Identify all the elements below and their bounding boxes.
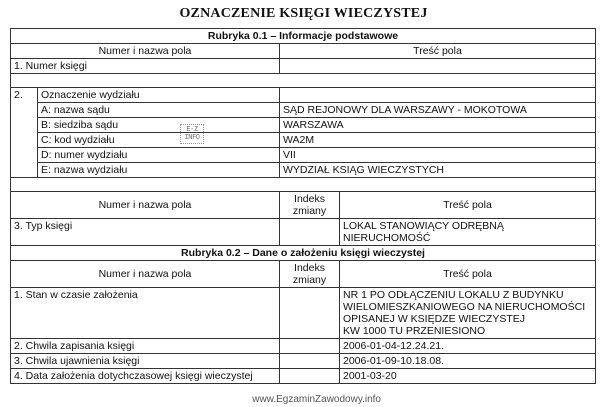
- disclosure-time-index: [280, 354, 340, 368]
- row-founding-date: [10, 368, 596, 384]
- department-value: [280, 88, 596, 102]
- initial-state-line: WIELOMIESZKANIOWEGO NA NIERUCHOMOŚCI: [343, 301, 586, 313]
- department-number-value: VII: [280, 147, 596, 162]
- col-content-header: Treść pola: [340, 192, 596, 218]
- initial-state-label: 1. Stan w czasie założenia: [10, 288, 280, 338]
- section2-column-header: [10, 260, 596, 287]
- department-subrow: [10, 117, 596, 132]
- section1-column-header: [10, 43, 596, 58]
- department-subrow: [10, 132, 596, 147]
- section1-heading: Rubryka 0.1 – Informacje podstawowe: [10, 29, 596, 43]
- col-field-header: Numer i nazwa pola: [10, 192, 280, 218]
- ledger-table: [10, 28, 596, 384]
- spacer-row: [10, 73, 596, 87]
- ez-info-stamp-logo: E-Z INFO: [180, 124, 204, 144]
- initial-state-line: NR 1 PO ODŁĄCZENIU LOKALU Z BUDYNKU: [343, 289, 564, 301]
- section2-heading-row: [10, 245, 596, 260]
- row-record-time: [10, 338, 596, 353]
- section2-heading: Rubryka 0.2 – Dane o założeniu księgi wieczystej: [10, 246, 596, 260]
- initial-state-index: [280, 288, 340, 338]
- row-ledger-number: [10, 58, 596, 73]
- ledger-number-value: [280, 59, 596, 73]
- record-time-label: 2. Chwila zapisania księgi: [10, 339, 280, 353]
- col-field-header: Numer i nazwa pola: [10, 44, 280, 58]
- row-disclosure-time: [10, 353, 596, 368]
- record-time-value: 2006-01-04-12.24.21.: [340, 339, 596, 353]
- section1-heading-row: [10, 28, 596, 43]
- col-index-header: Indeks zmiany: [280, 261, 340, 287]
- col-index-header: Indeks zmiany: [280, 192, 340, 218]
- court-seat-value: WARSZAWA: [280, 117, 596, 132]
- department-name-label: E: nazwa wydziału: [38, 162, 280, 177]
- department-code-label: C: kod wydziału: [38, 132, 280, 147]
- disclosure-time-label: 3. Chwila ujawnienia księgi: [10, 354, 280, 368]
- col-content-header: Treść pola: [340, 261, 596, 287]
- court-name-value: SĄD REJONOWY DLA WARSZAWY - MOKOTOWA: [280, 102, 596, 117]
- initial-state-line: KW 1000 TU PRZENIESIONO: [343, 325, 486, 337]
- department-label: Oznaczenie wydziału: [38, 88, 280, 102]
- department-subrow: [10, 162, 596, 177]
- department-name-value: WYDZIAŁ KSIĄG WIECZYSTYCH: [280, 162, 596, 177]
- ledger-type-index: [280, 219, 340, 245]
- ledger-number-label: 1. Numer księgi: [10, 59, 280, 73]
- initial-state-line: OPISANEJ W KSIĘDZE WIECZYSTEJ: [343, 313, 526, 325]
- col-field-header: Numer i nazwa pola: [10, 261, 280, 287]
- department-number-label: D: numer wydziału: [38, 147, 280, 162]
- section1-column-header-2: [10, 191, 596, 218]
- court-seat-label: B: siedziba sądu: [38, 117, 280, 132]
- initial-state-value: [340, 288, 596, 338]
- founding-date-value: 2001-03-20: [340, 369, 596, 383]
- col-content-header: Treść pola: [280, 44, 596, 58]
- ledger-type-label: 3. Typ księgi: [10, 219, 280, 245]
- row-ledger-type: [10, 218, 596, 245]
- row-department: [10, 87, 596, 102]
- founding-date-label: 4. Data założenia dotychczasowej księgi wieczystej: [10, 369, 280, 383]
- watermark-url: www.EgzaminZawodowy.info: [252, 394, 381, 405]
- disclosure-time-value: 2006-01-09-10.18.08.: [340, 354, 596, 368]
- spacer-row: [10, 177, 596, 191]
- department-subrow: [10, 102, 596, 117]
- document-title: OZNACZENIE KSIĘGI WIECZYSTEJ: [179, 6, 428, 21]
- department-code-value: WA2M: [280, 132, 596, 147]
- ledger-type-value: LOKAL STANOWIĄCY ODRĘBNĄ NIERUCHOMOŚĆ: [340, 219, 596, 245]
- record-time-index: [280, 339, 340, 353]
- founding-date-index: [280, 369, 340, 383]
- row-initial-state: [10, 287, 596, 338]
- court-name-label: A: nazwa sądu: [38, 102, 280, 117]
- department-number: 2.: [10, 88, 38, 102]
- department-subrow: [10, 147, 596, 162]
